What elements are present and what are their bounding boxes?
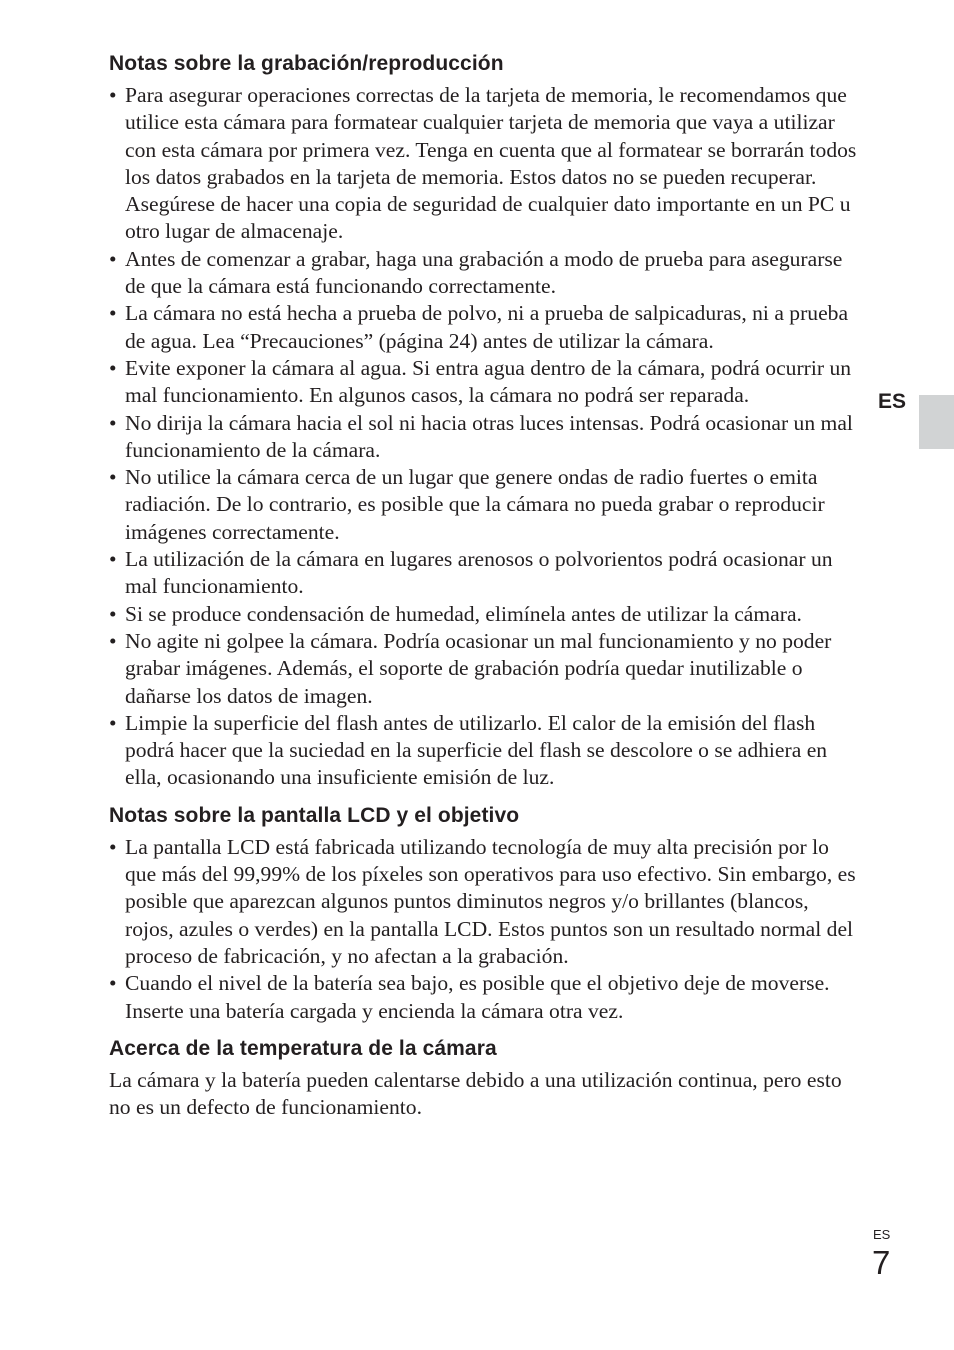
body-paragraph: La cámara y la batería pueden calentarse debido a una utilización continua, pero esto no es un defecto de funcionamiento. — [109, 1067, 842, 1120]
section-recording-playback — [109, 49, 861, 792]
list-item: • No utilice la cámara cerca de un lugar que genere ondas de radio fuertes o emita radiación. De lo contrario, es posible que la cámara no pueda grabar o reproducir imágenes correctamente. — [109, 464, 861, 546]
page-number: 7 — [872, 1244, 891, 1281]
bullet-list — [109, 834, 861, 1025]
list-item: • Antes de comenzar a grabar, haga una grabación a modo de prueba para asegurarse de que la cámara está funcionando correctamente. — [109, 246, 861, 301]
section-temperature — [109, 1034, 861, 1122]
list-item: • Si se produce condensación de humedad, elimínela antes de utilizar la cámara. — [109, 601, 861, 628]
section-heading: Notas sobre la pantalla LCD y el objetivo — [109, 803, 520, 827]
list-item: • Evite exponer la cámara al agua. Si entra agua dentro de la cámara, podrá ocurrir un mal funcionamiento. En algunos casos, la cámara no podrá ser reparada. — [109, 355, 861, 410]
language-side-label: ES — [878, 390, 907, 413]
list-item: • La utilización de la cámara en lugares arenosos o polvorientos podrá ocasionar un mal funcionamiento. — [109, 546, 861, 601]
section-heading: Notas sobre la grabación/reproducción — [109, 52, 504, 75]
section-lcd-lens — [109, 801, 861, 1025]
list-item: • Para asegurar operaciones correctas de la tarjeta de memoria, le recomendamos que utilice esta cámara para formatear cualquier tarjeta de memoria que vaya a utilizar con esta cámara por primera vez. Tenga en cuenta que al formatear se borrarán todos los datos grabados en la tarjeta de memoria. Estos datos no se pueden recuperar. Asegúrese de hacer una copia de seguridad de cualquier dato importante en un PC u otro lugar de almacenaje. — [109, 82, 861, 246]
list-item: • No agite ni golpee la cámara. Podría ocasionar un mal funcionamiento y no poder grabar imágenes. Además, el soporte de grabación podría quedar inutilizable o dañarse los datos de imagen. — [109, 628, 861, 710]
footer-language: ES — [873, 1227, 891, 1242]
list-item: • No dirija la cámara hacia el sol ni hacia otras luces intensas. Podrá ocasionar un mal funcionamiento de la cámara. — [109, 410, 861, 465]
list-item: • Cuando el nivel de la batería sea bajo, es posible que el objetivo deje de moverse. Inserte una batería cargada y encienda la cámara otra vez. — [109, 970, 861, 1025]
bullet-list — [109, 82, 861, 792]
list-item: • Limpie la superficie del flash antes de utilizarlo. El calor de la emisión del flash podrá hacer que la suciedad en la superficie del flash se descolore o se adhiera en ella, ocasionando una insuficiente emisión de luz. — [109, 710, 861, 792]
page-content — [109, 49, 861, 1121]
list-item: • La cámara no está hecha a prueba de polvo, ni a prueba de salpicaduras, ni a prueba de agua. Lea “Precauciones” (página 24) antes de utilizar la cámara. — [109, 300, 861, 355]
section-heading: Acerca de la temperatura de la cámara — [109, 1036, 497, 1060]
list-item: • La pantalla LCD está fabricada utilizando tecnología de muy alta precisión por lo que más del 99,99% de los píxeles son operativos para uso efectivo. Sin embargo, es posible que aparezcan algunos puntos diminutos negros y/o brillantes (blancos, rojos, azules o verdes) en la pantalla LCD. Estos puntos son un resultado normal del proceso de fabricación, y no afectan a la grabación. — [109, 834, 861, 970]
language-side-tab — [919, 395, 954, 449]
